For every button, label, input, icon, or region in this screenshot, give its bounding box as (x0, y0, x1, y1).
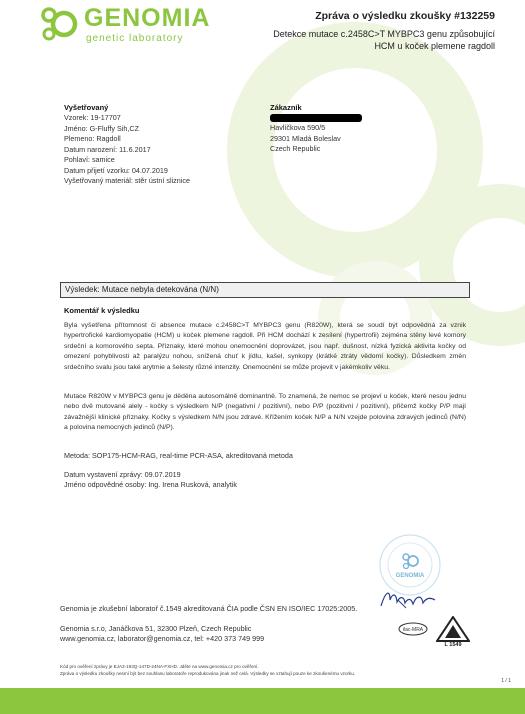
redacted-customer-name (270, 114, 362, 122)
verification-code: Kód pro ověření zprávy je EJA3-193Q-147D-24NA-FXHD. Jděte na www.genomia.cz pro ověření. (60, 664, 259, 669)
reproduction-notice: Zpráva o výsledku zkoušky nesmí být bez souhlasu laboratoře reprodukována jinak než celá. Výsledky se vztahují pouze ke zkoušenému vzorku. (60, 671, 356, 676)
issue-date: Datum vystavení zprávy: 09.07.2019 (64, 470, 181, 479)
customer-city: 29301 Mladá Boleslav (270, 133, 341, 143)
comment-paragraph-2: Mutace R820W v MYBPC3 genu je děděna autosomálně dominantně. To znamená, že nemoc se projeví u koček, které nesou jednu nebo dvě mutované alely - kočky s výsledkem N/P (negativní / pozitivní), nebo P/P (pozitivní / pozitivní), přičemž kočky P/P mají závažnější klinické příznaky. Kočky s výsledkem N/N jsou zdravé. Křížením koček N/P a N/N vzejde polovina zdravých jedinců (N/N) a polovina nemocných jedinců (N/P). (64, 393, 466, 432)
accreditation-note: Genomia je zkušební laboratoř č.1549 akreditovaná ČIA podle ČSN EN ISO/IEC 17025:2005. (60, 604, 358, 613)
company-address: Genomia s.r.o, Janáčkova 51, 32300 Plzeň, Czech Republic (60, 624, 252, 633)
page-number: 1 / 1 (501, 678, 511, 684)
customer-details (270, 123, 341, 155)
report-title: Zpráva o výsledku zkoušky #132259 (315, 10, 495, 22)
report-subtitle: Detekce mutace c.2458C>T MYBPC3 genu způsobující HCM u koček plemene ragdoll (273, 29, 495, 51)
sex: Pohlaví: samice (64, 155, 115, 164)
ilac-logo (398, 622, 428, 636)
logo-tagline: genetic laboratory (86, 33, 184, 44)
method: Metoda: SOP175-HCM-RAG, real-time PCR-ASA, akreditovaná metoda (64, 451, 293, 460)
cia-logo (436, 616, 470, 648)
logo-wordmark: GENOMIA (84, 4, 211, 32)
cia-triangle-icon (436, 616, 470, 642)
svg-text:ilac-MRA: ilac-MRA (402, 627, 424, 633)
sample-id: Vzorek: 19-17707 (64, 113, 121, 122)
customer-heading: Zákazník (270, 103, 302, 112)
footer-green-bar (0, 688, 525, 714)
stamp-brand: GENOMIA (395, 573, 425, 579)
result-box: Výsledek: Mutace nebyla detekována (N/N) (60, 282, 470, 298)
material: Vyšetřovaný materiál: stěr ústní sliznice (64, 176, 190, 185)
animal-name: Jméno: G-Fluffy Sih,CZ (64, 123, 139, 133)
customer-country: Czech Republic (270, 144, 321, 153)
birth-date: Datum narození: 11.6.2017 (64, 144, 151, 154)
examined-details (64, 113, 190, 187)
deco-circle-right (436, 201, 525, 329)
responsible-person: Jméno odpovědné osoby: Ing. Irena Rusková, analytik (64, 480, 238, 489)
signature-icon (378, 586, 438, 612)
company-contact: www.genomia.cz, laborator@genomia.cz, tel: +420 373 749 999 (60, 634, 265, 643)
examined-heading: Vyšetřovaný (64, 103, 109, 112)
comment-heading: Komentář k výsledku (64, 306, 140, 315)
comment-paragraph-1: Byla vyšetřena přítomnost či absence mutace c.2458C>T MYBPC3 genu (R820W), která se soudí být odpovědná za vznik hypertrofické kardiomyopatie (HCM) u koček plemene ragdoll. Při HCM dochází k zesílení (hypertrofii) zejména stěny levé komory srdeční a komorového septa. Příznaky, které mohou onemocnění doprovázet, jsou např. dušnost, nízká fyzická aktivita kočky od omezení pohyblivosti až paralýzu nohou, snížená chuť k jídlu, kašel, synkopy (krátké ztráty vědomí kočky). Důsledkem změn srdečního svalu jsou také arytmie a šelesty různé intenzity. Onemocnění se může projevit v jakémkoliv věku. (64, 322, 466, 371)
genomia-logo (40, 4, 240, 48)
breed: Plemeno: Ragdoll (64, 134, 121, 143)
received-date: Datum přijetí vzorku: 04.07.2019 (64, 165, 168, 175)
cia-label: L 1549 (444, 642, 462, 648)
customer-street: Havlíčkova 590/5 (270, 123, 326, 132)
logo-circles-icon (40, 4, 82, 48)
